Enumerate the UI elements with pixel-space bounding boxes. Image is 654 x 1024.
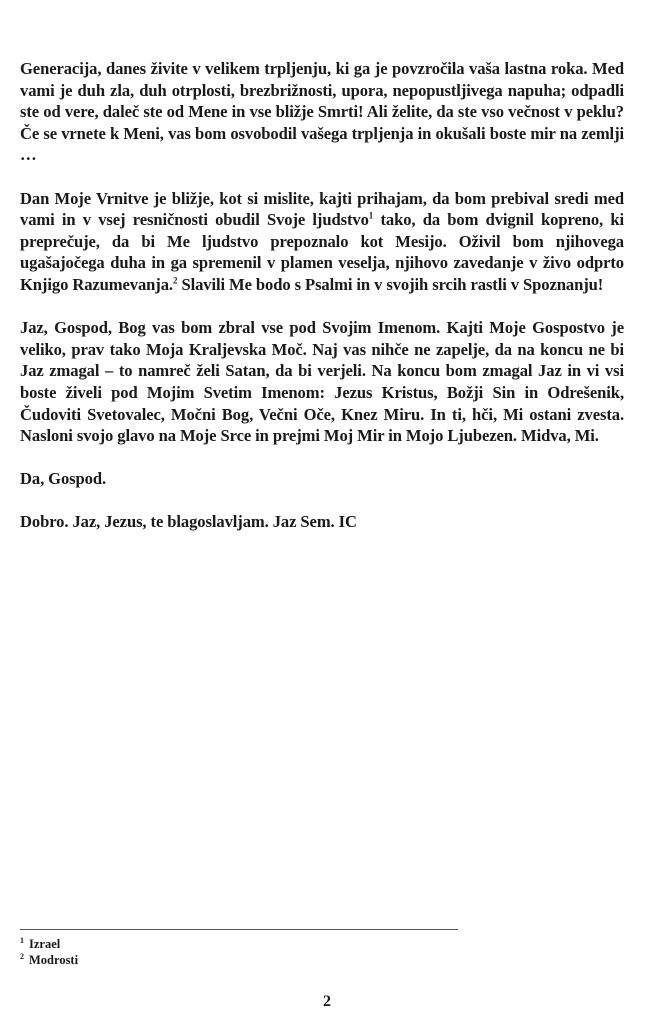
footnotes (20, 936, 420, 968)
paragraph-1: Generacija, danes živite v velikem trpljenju, ki ga je povzročila vaša lastna roka. Med vami je duh zla, duh otrplosti, brezbrižnosti, upora, nepopustljivega napuha; odpadli ste od vere, daleč ste od Mene in vse bližje Smrti! Ali želite, da ste vso večnost v peklu? Če se vrnete k Meni, vas bom osvobodil vašega trpljenja in okušali boste mir na zemlji … (20, 59, 624, 165)
footnote-number: 2 (20, 951, 24, 961)
footnote-2 (20, 952, 420, 968)
paragraph-2 (20, 188, 624, 296)
footnote-1 (20, 936, 420, 952)
body-text (20, 58, 624, 533)
footnote-divider (20, 929, 458, 930)
paragraph-2-part-a: Dan Moje Vrnitve je bližje, kot si mislite, kajti prihajam, da bom prebival sredi med vami in v vsej resničnosti obudil Svoje ljudstvo (20, 188, 624, 230)
footnote-number: 1 (20, 935, 24, 945)
paragraph-5: Dobro. Jaz, Jezus, te blagoslavljam. Jaz Sem. IC (20, 512, 357, 532)
paragraph-2-part-b: tako, da bom dvignil kopreno, ki preprečuje, da bi Me ljudstvo prepoznalo kot Mesijo. Oživil bom njihovega ugašajočega duha in ga spremenil v plamen veselja, njihovo zavedanje v živo odprto Knjigo Razumevanja. (20, 210, 624, 294)
paragraph-2-part-c: Slavili Me bodo s Psalmi in v svojih srcih rastli v Spoznanju! (177, 274, 604, 294)
paragraph-4: Da, Gospod. (20, 469, 107, 489)
page-number: 2 (323, 993, 331, 1010)
footnote-text: Modrosti (29, 953, 79, 967)
footnote-ref-1: 1 (368, 210, 374, 221)
footnote-ref-2: 2 (172, 275, 178, 286)
paragraph-3: Jaz, Gospod, Bog vas bom zbral vse pod Svojim Imenom. Kajti Moje Gospostvo je veliko, prav tako Moja Kraljevska Moč. Naj vas nihče ne zapelje, da na koncu ne bi Jaz zmagal – to namreč želi Satan, da bi verjeli. Na koncu bom zmagal Jaz in vi vsi boste živeli pod Mojim Svetim Imenom: Jezus Kristus, Božji Sin in Odrešenik, Čudoviti Svetovalec, Močni Bog, Večni Oče, Knez Miru. In ti, hči, Mi ostani zvesta. Nasloni svojo glavo na Moje Srce in prejmi Moj Mir in Mojo Ljubezen. Midva, Mi. (20, 318, 624, 446)
footnote-text: Izrael (29, 937, 61, 951)
